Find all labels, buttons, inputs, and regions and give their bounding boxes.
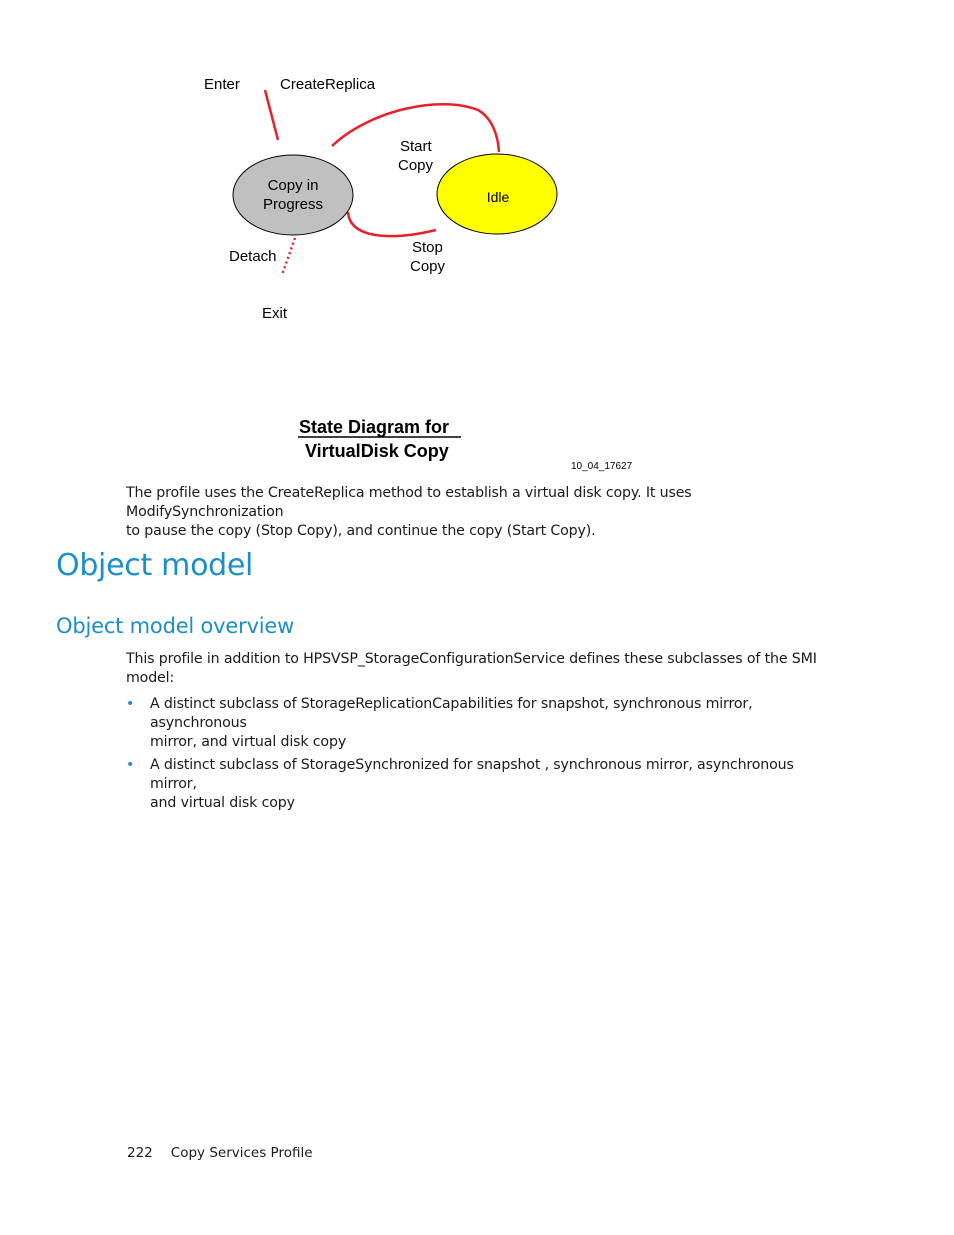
figure-id: 10_04_17627 <box>571 461 633 472</box>
overview-paragraph-line2: model: <box>126 670 175 686</box>
intro-paragraph-line2: to pause the copy (Stop Copy), and continue the copy (Start Copy). <box>126 523 596 539</box>
list-item <box>126 695 806 752</box>
heading-object-model: Object model <box>56 548 254 583</box>
list-item-line2: and virtual disk copy <box>150 795 295 811</box>
diagram-caption-line2: VirtualDisk Copy <box>305 441 449 461</box>
exit-label: Exit <box>262 305 288 322</box>
detach-label: Detach <box>229 248 277 265</box>
create-replica-label: CreateReplica <box>280 76 376 93</box>
stop-copy-label: Copy <box>410 258 446 275</box>
overview-paragraph-line1: This profile in addition to HPSVSP_StorageConfigurationService defines these subclasses of the SMI <box>126 651 817 667</box>
start-label: Start <box>400 138 432 155</box>
heading-object-model-overview: Object model overview <box>56 614 295 638</box>
list-item-line1: A distinct subclass of StorageReplicationCapabilities for snapshot, synchronous mirror, asynchronous <box>150 696 753 731</box>
stop-copy-transition-arc <box>348 212 436 236</box>
state-diagram <box>0 0 954 480</box>
enter-label: Enter <box>204 76 240 93</box>
bullet-icon: • <box>126 757 135 773</box>
start-copy-label: Copy <box>398 157 434 174</box>
enter-transition-line <box>265 90 278 140</box>
intro-paragraph-line1: The profile uses the CreateReplica method to establish a virtual disk copy. It uses ModifySynchronization <box>126 485 692 520</box>
list-item <box>126 756 806 813</box>
overview-paragraph <box>126 650 826 688</box>
page-number: 222 <box>127 1145 153 1161</box>
progress-label: Progress <box>262 196 324 213</box>
stop-label: Stop <box>412 239 443 256</box>
list-item-line1: A distinct subclass of StorageSynchronized for snapshot , synchronous mirror, asynchronous mirror, <box>150 757 794 792</box>
detach-transition-line <box>282 238 295 275</box>
diagram-caption-line1: State Diagram for <box>299 417 450 437</box>
copy-in-label: Copy in <box>267 177 319 194</box>
list-item-line2: mirror, and virtual disk copy <box>150 734 347 750</box>
footer-section-title: Copy Services Profile <box>170 1145 313 1161</box>
subclass-list <box>126 695 806 817</box>
copy-in-progress-state <box>233 155 353 235</box>
intro-paragraph <box>126 484 826 541</box>
bullet-icon: • <box>126 696 135 712</box>
idle-label: Idle <box>486 189 510 205</box>
page-footer <box>127 1145 313 1161</box>
